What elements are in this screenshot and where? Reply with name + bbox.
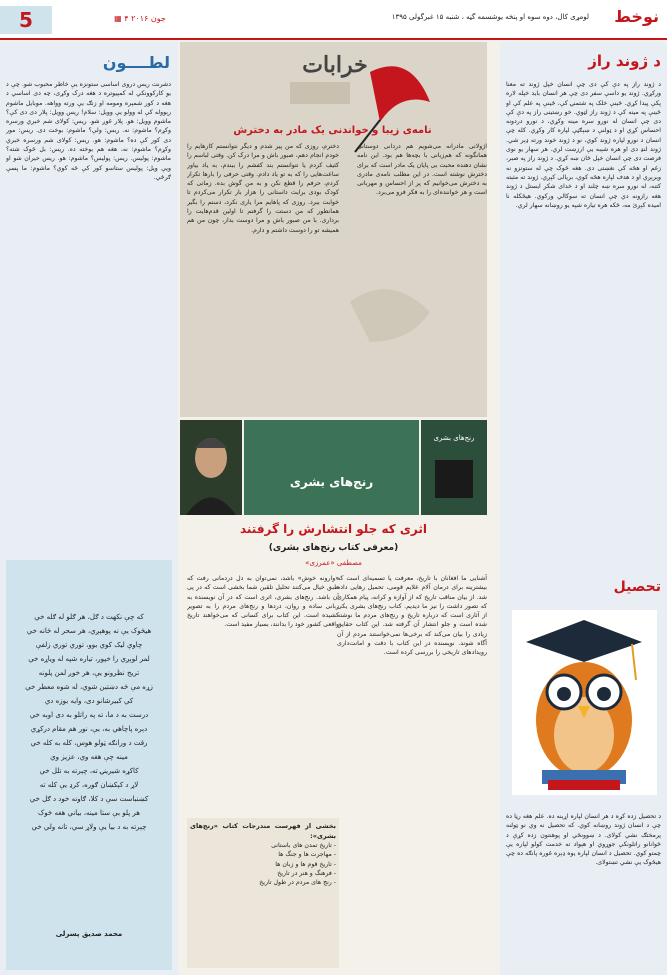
author-photo: [180, 420, 242, 515]
newspaper-logo: نوخط: [614, 7, 659, 26]
book-cover-large: [244, 420, 419, 515]
calendar-icon: ▦: [114, 14, 125, 23]
tahsil-title: تحصیل: [613, 579, 661, 595]
book-cover-small: [421, 420, 487, 515]
page-number: 5: [0, 6, 52, 34]
section-title: خرابات: [302, 52, 368, 78]
issue-date: ۴ جون ۲۰۱۶: [124, 14, 166, 23]
feature-subtitle: نامه‌ی زیبا و خواندنی یک مادر به دخترش: [233, 125, 432, 136]
tahsil-body: د تحصیل زده کړه د هر انسان لپاره اړینه ده. علم هغه رڼا ده چې د انسان ژوند روښانه کوي. که تحصیل نه وي نو ټولنه پرمختګ نشي کولای. د ښوونځي او پوهنتون زده کړې د ځوانانو راتلونکې جوړوي او هېواد ته خدمت کولو لپاره یې چمتو کوي. تحصیل د انسان لپاره یوه ډېره غوره پانګه ده چې هیڅوک یې نشي تښتولای.: [506, 813, 661, 867]
contents-box: [187, 818, 339, 968]
poem-author: محمد صدیق پسرلی: [55, 930, 123, 938]
poem-text: که چې نکهت د ګل، هر ګلو له ګله خي هیڅوک یې نه پوهېږي، هر سحر له ځانه خي چاوې ليک کوي بوو، توري توري زلفې لمر لوېږي را خپور، تیاره شپه له ویاړه خي تریخ نظرونو یې، هر خوږ لمن پلونه زړه مې څه دښتین شوي، له شوه معطر خي کي کبیرشانو دی، وایه بوزه دي درست به د ما، ته په راتلو به دی اوبه خي دېره پاچاهي به، یې، نور هم مقام درکړي رقت د ورانګه ټولو هوس، کله به کله خي مینه چې هغه وي، عزیز وي کاکړه شیرینۍ ته، چېرته به تلل خي لاړ د کېکښان ګوره، کرډ یې کله ته کښنباست سې د کلا، ګاونه خود د ګل خي هر پلو بې ستا مینه، بیاني هغه څوک چېرته به د بیا یې ولاړ سي، تانه ولي خي: [25, 613, 153, 831]
feature-text-right: اژولانی مادرانه می‌شویم هم دردانی دوستانی همانگونه که هم‌زبانی با بچه‌ها هم بود. این نامه نشان دهنده محبت بی پایان یک مادر است که برای دخترش نوشته است. در این مطلب نامه‌ی مادری به دخترش می‌خوانیم که پر از احساس و مهربانی است و هر خواننده‌ای را به فکر فرو می‌برد.: [357, 143, 487, 197]
issue-info: لومړی کال، دوه سوه او پنځه یوشسمه گڼه ، شنبه ۱۵ غبرگولی ۱۳۹۵: [391, 13, 589, 21]
owl-graduate-illustration: [512, 610, 657, 795]
date-box: [95, 12, 185, 26]
article-author: مصطفی «عمرزی»: [305, 559, 362, 567]
left-column-body: دشرنت ریس دروی اساسی ستونزه یې خاطر محبوب شو. چې د یو کارکوونکي له کمپیوتره د هغه درک وکړی، چه دی اساسي د هغه د کور شمېره ومومه او زنګ یې ورته وواهه. موبایل ماشوم رېووله کې له وولو یې وویل: سلام! ریس وویل: پلار دی دی کې؟ ماشوم وویل: هو. پلار غوږ شو. ریس: کولای شم خبري ورسره وکړم؟ ماشوم: نه. ریس: ولې؟ ماشوم: بوخت دی. ریس: مور دی کور کې ده؟ ماشوم: هو. ریس: کولای شم ورسره خبري وکړم؟ ماشوم: نه، هغه هم بوخته ده. ریس: بل څوک شته؟ ماشوم: پولیس. ریس: پولیس؟ ماشوم: هو. ریس حیران شو او ویې ویل: پولیس ستاسو کور کې څه کوي؟ ماشوم: ما پسې ګرځي.: [6, 81, 171, 181]
feature-text-left: دخترم، روزی که من پیر شدم و دیگر نتوانستم کارهایم را خودم انجام دهم، صبور باش و مرا درک کن. وقتی لباسم را کثیف کردم یا نتوانستم بند کفشم را ببندم، به یاد بیاور ساعت‌هایی را که به تو یاد دادم. وقتی حرفی را بارها تکرار کردم، حرفم را قطع نکن و به من گوش بده. زمانی که کودک بودی برایت داستانی را هزار بار تکرار می‌کردم تا خوابت ببرد. روزی که پاهایم مرا یاری نکرد، دستم را بگیر همانطور که من دستت را گرفتم تا اولین قدم‌هایت را برداری. با من صبور باش و مرا دوست بدار، چون من هم همیشه تو را دوست داشتم و دارم.: [187, 143, 339, 234]
left-column-title: لطــــون: [102, 53, 170, 72]
article-subtitle: (معرفی کتاب رنج‌های بشری): [268, 543, 399, 553]
right-column-body: د ژوند راز په دې کې دی چې انسان خپل ژوند ته معنا ورکړي. ژوند یو داسې سفر دی چې هر انسان باید خپله لاره پکې پیدا کړي. ځینې خلک په شتمنۍ کې، ځینې په علم کې او ځینې په مینه کې د ژوند راز لټوي. خو رښتینی راز په دې کې دی چې انسان له نورو سره مینه وکړي، د نورو دردونه احساس کړي او د ټولنې د ښېګڼې لپاره کار وکړي. کله چې انسان د نورو لپاره ژوند کوي، نو د ژوند خوند ورته ډېر شي. ژوند لنډ دی او هره شېبه یې ارزښت لري. هر سهار یو نوی فرصت دی چې انسان خپل ځان ښه کړي. د ژوند راز په صبر، زغم او هڅه کې نغښتی دی. هغه څوک چې له ستونزو نه وېرېږي او د هدف لپاره هڅه کوي، بریالی کېږي. ژوند ته مثبته کتنه، له نورو سره ښه چلند او د خدای شکر ایستل د ژوند هغه رازونه دي چې انسان ته سوکالي ورکوي. هیڅکله نا امیده کېږئ مه، ځکه هره تیاره شپه یو روښانه سهار لري.: [506, 81, 661, 209]
book-title: رنج‌های بشری: [289, 475, 374, 489]
contents-title: بخشی از فهرست مندرجات کتاب «رنج‌های بشری»:: [190, 822, 336, 840]
contents-list: - تاریخ تمدن های باستانی - مهاجرت ها و جنگ ها - تاریخ قوم ها و زبان ها - فرهنگ و هنر در تاریخ - رنج های مردم در طول تاریخ: [259, 842, 336, 887]
article-text-right: آشنایی ما افغانان با تاریخ، معرفت یا تسمیه‌ای است که بیشترینه برای درمان آلام علایم قومی، تحمیل رهایی داده شد. از بیان مناقب تاریخ که از آوازه و کرانه، پیام همکاری که تصور داشت را نیز ما دیدیم. کتاب رنج‌های بشری یکی از آثاری است که درباره تاریخ و رنج‌های مردم ما نوشته شده است و جلو انتشار آن گرفته شد. این کتاب حقایق زیادی را بیان می‌کند که برخی‌ها نمی‌خواستند مردم از آن آگاه شوند. نویسنده در این کتاب با دقت و امانت‌داری رویدادهای تاریخی را بررسی کرده است.: [337, 575, 487, 657]
right-column-title: د ژوند راز: [588, 52, 661, 70]
book-cover-title: رنج‌های بشری: [433, 434, 475, 442]
article-text-left: «وارونه خوش» باشد، نمی‌توان به دل دردمانی رفت که طبق خیال می‌کنند تحلیل تلقین شما بخشی است که در پی آن باشد. رنج‌های بشری، اثری است که در آن نویسنده به زبانی ساده و روان، دردها و رنج‌های مردم را به تصویر کشیده است. این کتاب برای کسانی که می‌خواهند تاریخ واقعی کشور خود را بدانند، بسیار مفید است.: [187, 575, 339, 629]
article-title: اثری که جلو انتشارش را گرفتند: [239, 522, 428, 536]
